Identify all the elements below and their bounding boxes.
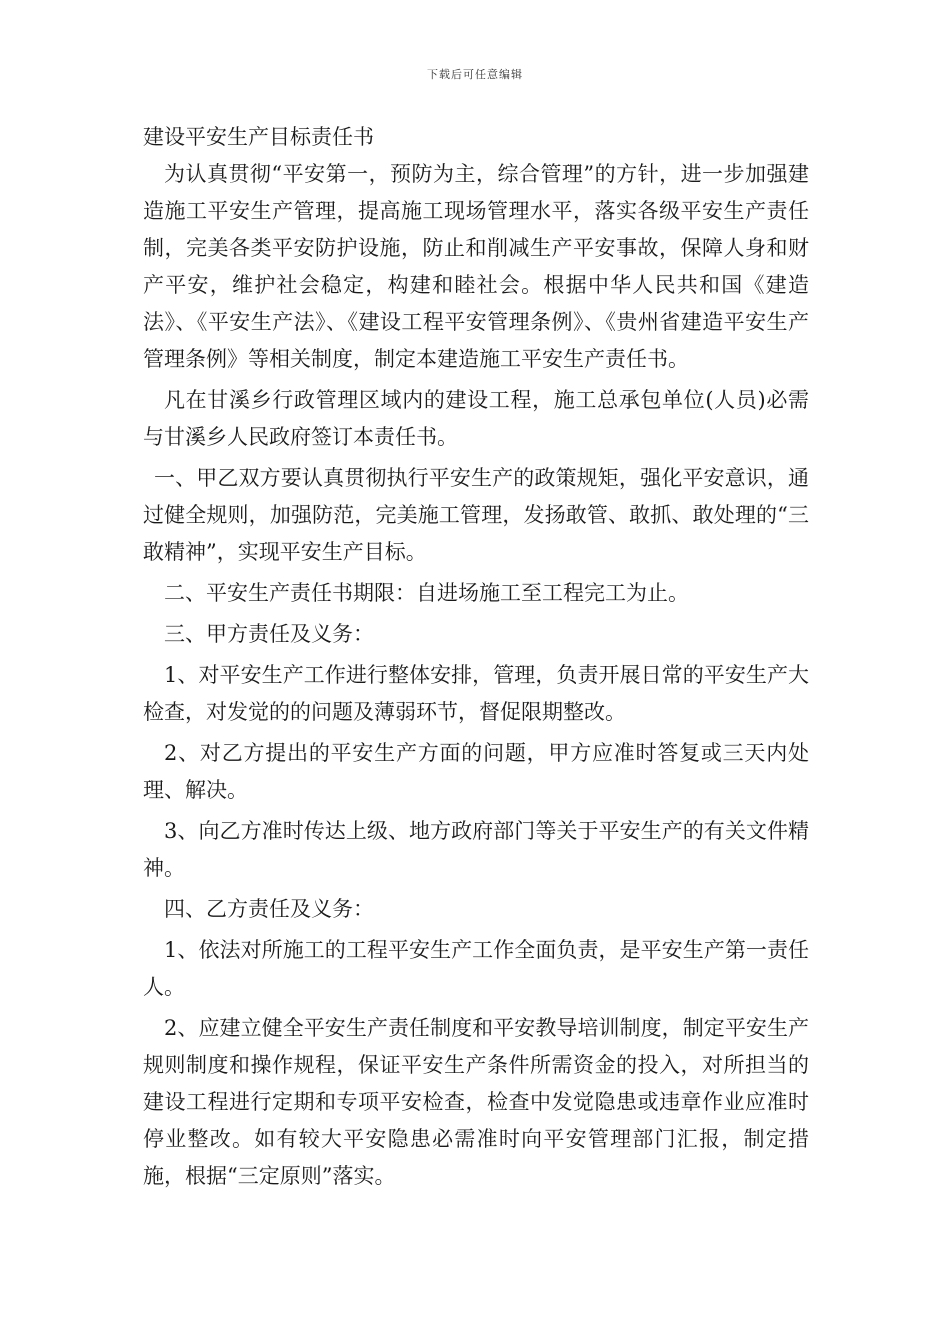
paragraph-party-b-item-1: 1、依法对所施工的工程平安生产工作全面负责，是平安生产第一责任人。 — [143, 938, 809, 999]
paragraph-section-1: 一、甲乙双方要认真贯彻执行平安生产的政策规矩，强化平安意识，通过健全规则，加强防范，完美施工管理，发扬敢管、敢抓、敢处理的“三敢精神”，实现平安生产目标。 — [143, 466, 809, 564]
paragraph-section-2: 二、平安生产责任书期限：自进场施工至工程完工为止。 — [164, 581, 689, 605]
paragraph-party-a-item-3: 3、向乙方准时传达上级、地方政府部门等关于平安生产的有关文件精神。 — [143, 819, 809, 880]
paragraph-party-a-item-1: 1、对平安生产工作进行整体安排，管理，负责开展日常的平安生产大检查，对发觉的的问题及薄弱环节，督促限期整改。 — [143, 663, 809, 724]
paragraph-section-4-heading: 四、乙方责任及义务： — [164, 897, 374, 921]
paragraph-party-a-item-2: 2、对乙方提出的平安生产方面的问题，甲方应准时答复或三天内处理、解决。 — [143, 741, 809, 802]
paragraph-scope: 凡在甘溪乡行政管理区域内的建设工程，施工总承包单位(人员)必需与甘溪乡人民政府签订本责任书。 — [143, 388, 809, 449]
paragraph-party-b-item-2: 2、应建立健全平安生产责任制度和平安教导培训制度，制定平安生产规则制度和操作规程，保证平安生产条件所需资金的投入，对所担当的建设工程进行定期和专项平安检查，检查中发觉隐患或违章作业应准时停业整改。如有较大平安隐患必需准时向平安管理部门汇报，制定措施，根据“三定原则”落实。 — [143, 1016, 809, 1188]
paragraph-preamble: 为认真贯彻“平安第一，预防为主，综合管理”的方针，进一步加强建造施工平安生产管理，提高施工现场管理水平，落实各级平安生产责任制，完美各类平安防护设施，防止和削减生产平安事故，保障人身和财产平安，维护社会稳定，构建和睦社会。根据中华人民共和国《建造法》、《平安生产法》、《建设工程平安管理条例》、《贵州省建造平安生产管理条例》等相关制度，制定本建造施工平安生产责任书。 — [143, 162, 809, 371]
document-body — [143, 118, 809, 1199]
document-title: 建设平安生产目标责任书 — [143, 125, 374, 149]
page-header-note: 下载后可任意编辑 — [427, 68, 523, 81]
paragraph-section-3-heading: 三、甲方责任及义务： — [164, 622, 374, 646]
